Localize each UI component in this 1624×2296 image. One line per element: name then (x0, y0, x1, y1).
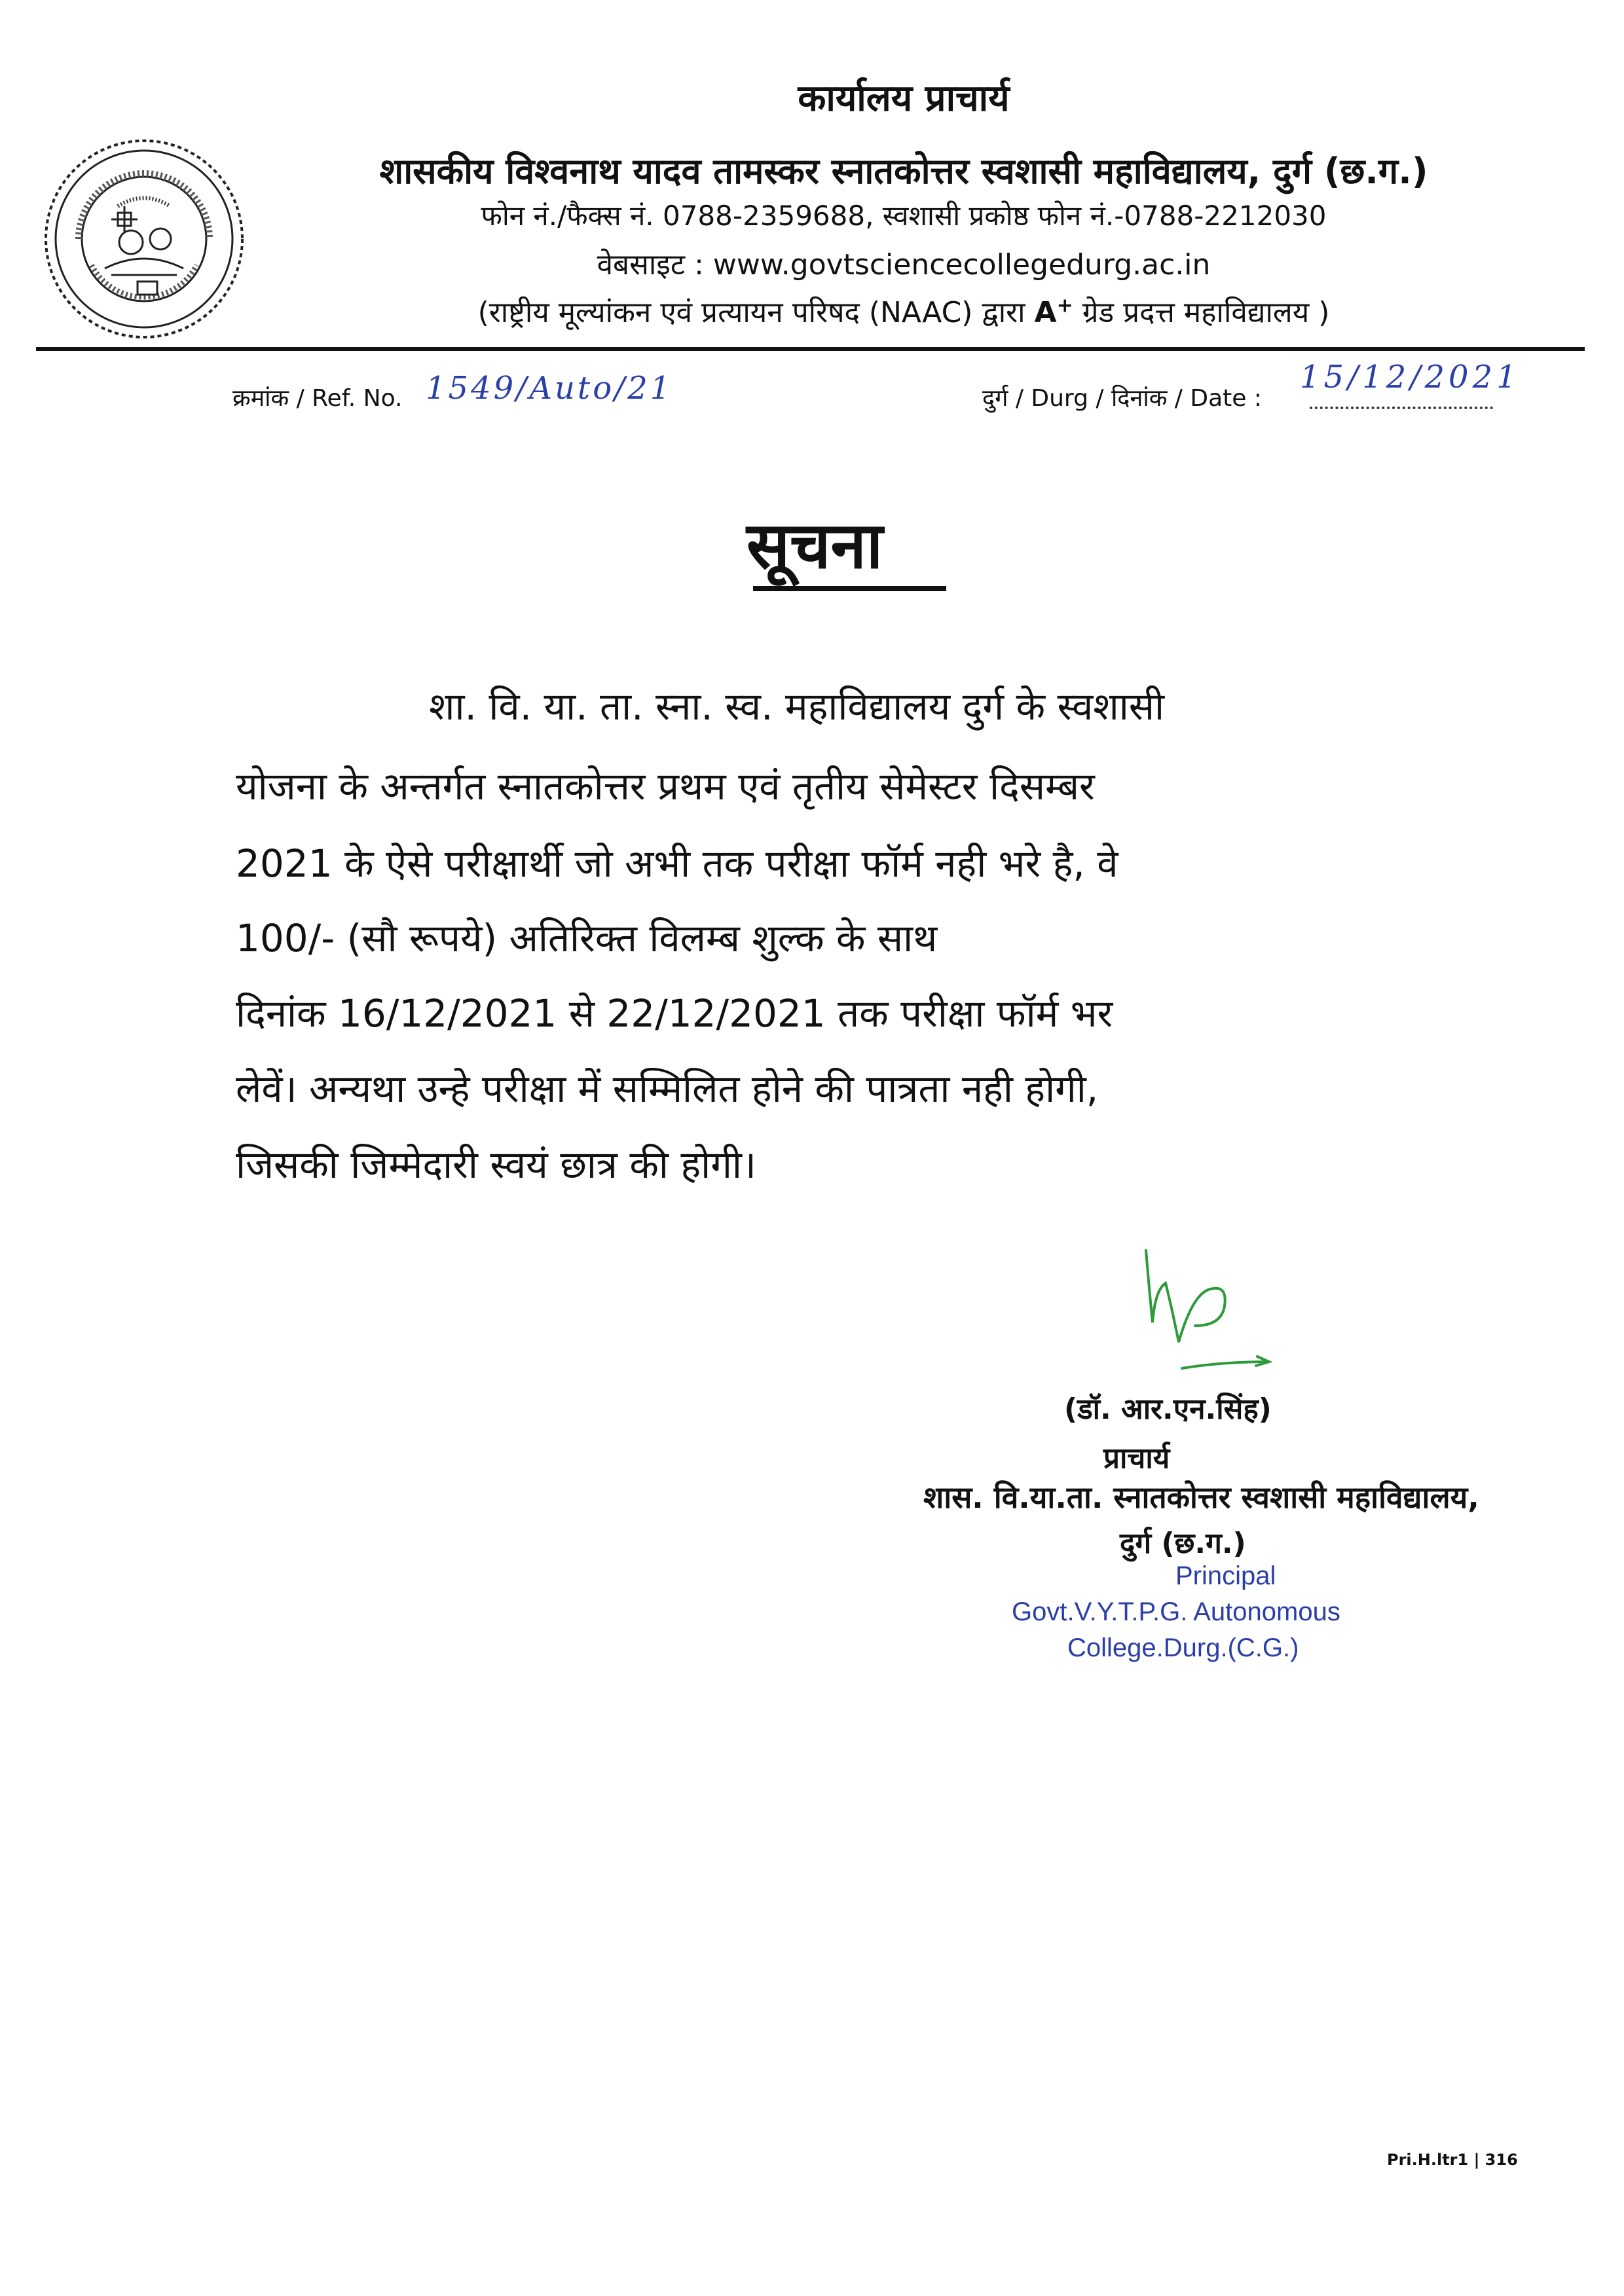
stamp-line-2: Govt.V.Y.T.P.G. Autonomous (1012, 1597, 1340, 1626)
principal-signature (1120, 1244, 1283, 1394)
notice-line-6: लेवें। अन्यथा उन्हे परीक्षा में सम्मिलित होने की पात्रता नही होगी, (236, 1066, 1099, 1111)
naac-prefix: (राष्ट्रीय मूल्यांकन एवं प्रत्यायन परिषद (NAAC) द्वारा (477, 296, 1035, 329)
notice-line-4: 100/- (सौ रूपये) अतिरिक्त विलम्ब शुल्क के साथ (236, 916, 938, 960)
naac-accreditation-line (249, 291, 1559, 331)
footer-reference: Pri.H.ltr1 | 316 (1387, 2151, 1518, 2169)
signatory-institution: शास. वि.या.ता. स्नातकोत्तर स्वशासी महाविद्यालय, (923, 1480, 1479, 1515)
website-line: वेबसाइट : www.govtsciencecollegedurg.ac.in (597, 248, 1211, 282)
college-seal-logo (39, 134, 249, 344)
naac-grade-plus: + (1056, 294, 1073, 318)
stamp-line-3: College.Durg.(C.G.) (1067, 1633, 1299, 1662)
date-label: दुर्ग / Durg / दिनांक / Date : (982, 385, 1262, 412)
signatory-title: प्राचार्य (1103, 1442, 1170, 1475)
date-value: 15/12/2021 (1300, 359, 1521, 395)
office-heading: कार्यालय प्राचार्य (798, 77, 1010, 120)
notice-line-2: योजना के अन्तर्गत स्नातकोत्तर प्रथम एवं तृतीय सेमेस्टर दिसम्बर (236, 764, 1095, 809)
naac-suffix: ग्रेड प्रदत्त महाविद्यालय ) (1073, 296, 1330, 329)
signatory-city: दुर्ग (छ.ग.) (1120, 1527, 1246, 1560)
notice-line-3: 2021 के ऐसे परीक्षार्थी जो अभी तक परीक्षा फॉर्म नही भरे है, वे (236, 841, 1118, 886)
signatory-name: (डॉ. आर.एन.सिंह) (1064, 1393, 1272, 1426)
notice-line-1: शा. वि. या. ता. स्ना. स्व. महाविद्यालय दुर्ग के स्वशासी (429, 684, 1165, 729)
stamp-line-1: Principal (1175, 1561, 1276, 1590)
header-divider (36, 347, 1585, 351)
college-name: शासकीय विश्वनाथ यादव तामस्कर स्नातकोत्तर स्वशासी महाविद्यालय, दुर्ग (छ.ग.) (379, 151, 1428, 192)
notice-line-7: जिसकी जिम्मेदारी स्वयं छात्र की होगी। (236, 1142, 756, 1187)
notice-title: सूचना (747, 509, 883, 583)
notice-line-5: दिनांक 16/12/2021 से 22/12/2021 तक परीक्षा फॉर्म भर (236, 991, 1113, 1036)
naac-grade: A (1034, 296, 1057, 329)
phone-fax-line: फोन नं./फैक्स नं. 0788-2359688, स्वशासी प्रकोष्ठ फोन नं.-0788-2212030 (481, 200, 1327, 232)
ref-no-label: क्रमांक / Ref. No. (232, 385, 403, 412)
ref-no-value: 1549/Auto/21 (426, 370, 673, 407)
notice-title-underline (753, 586, 946, 591)
